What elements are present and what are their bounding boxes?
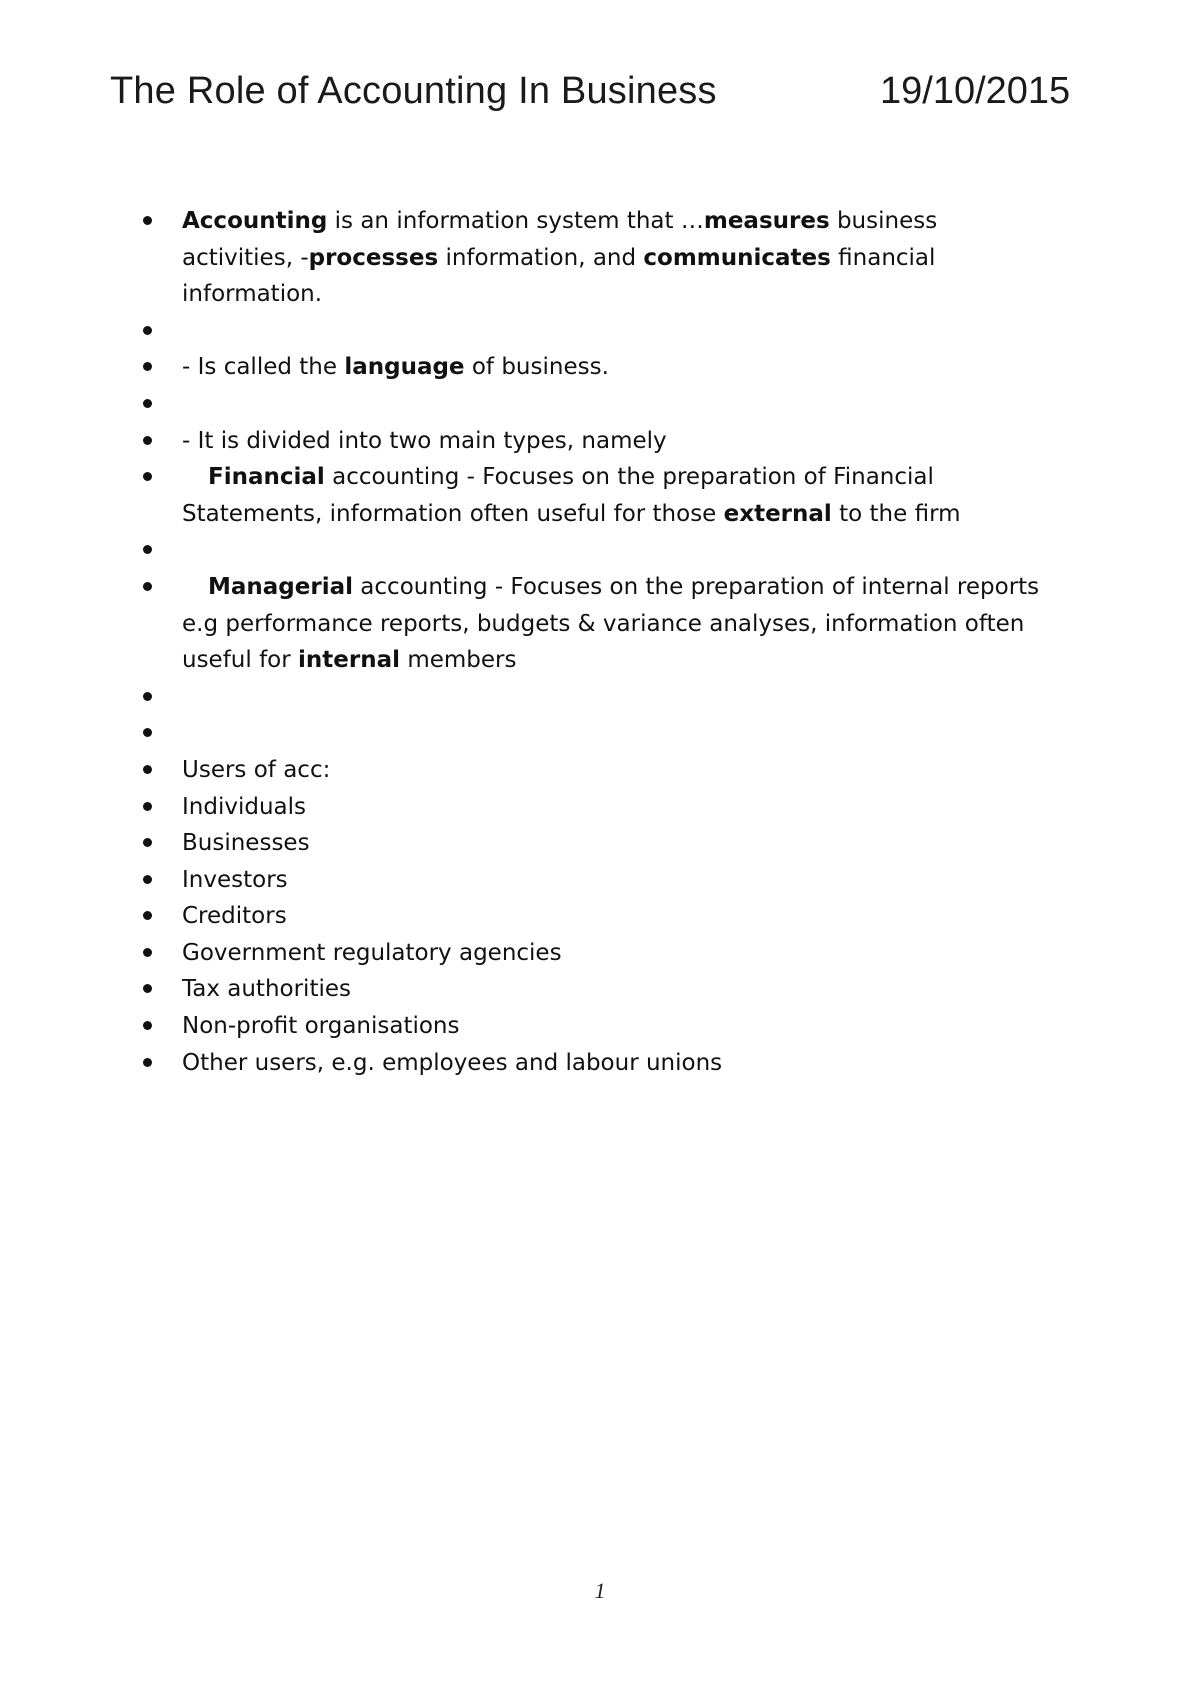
list-item-empty <box>0 386 1042 423</box>
user-item <box>0 935 1042 972</box>
bullet-icon <box>143 362 152 371</box>
user-item-text: Individuals <box>182 793 306 820</box>
list-item-text: Accounting is an information system that …measures business activities, -processes information, and communicates financial information. <box>182 208 938 308</box>
user-item-text: Tax authorities <box>182 976 351 1003</box>
user-item-text: Government regulatory agencies <box>182 939 562 966</box>
bullet-icon <box>143 911 152 920</box>
list-item-text: Financial accounting - Focuses on the preparation of Financial Statements, information often useful for those external to the firm <box>182 464 961 527</box>
bullet-icon <box>143 216 152 225</box>
bullet-icon <box>143 472 152 481</box>
list-item-text: Managerial accounting - Focuses on the preparation of internal reports e.g performance reports, budgets & variance analyses, information often useful for internal members <box>182 573 1040 674</box>
bullet-icon <box>143 728 152 737</box>
list-item-text: - It is divided into two main types, namely <box>182 427 667 454</box>
list-item-empty <box>0 715 1042 752</box>
page-number: 1 <box>594 1578 606 1603</box>
user-item-text: Investors <box>182 866 288 893</box>
bullet-icon <box>143 802 152 811</box>
user-item <box>0 898 1042 935</box>
bullet-icon <box>143 399 152 408</box>
list-item-text: Users of acc: <box>182 756 331 783</box>
list-item <box>0 459 1042 532</box>
bullet-icon <box>143 1058 152 1067</box>
bullet-icon <box>143 326 152 335</box>
page-title: The Role of Accounting In Business <box>110 70 717 112</box>
bullet-icon <box>143 875 152 884</box>
bullet-icon <box>143 838 152 847</box>
bullet-list <box>0 203 1200 1081</box>
bullet-icon <box>143 765 152 774</box>
user-item <box>0 825 1042 862</box>
list-item-empty <box>0 532 1042 569</box>
list-item-users-heading <box>0 752 1042 789</box>
list-item-empty <box>0 313 1042 350</box>
bullet-icon <box>143 545 152 554</box>
user-item-text: Businesses <box>182 830 310 857</box>
list-item-text: - Is called the language of business. <box>182 354 609 381</box>
list-item <box>0 423 1042 460</box>
bullet-icon <box>143 984 152 993</box>
user-item-text: Non-profit organisations <box>182 1013 460 1040</box>
bullet-icon <box>143 1021 152 1030</box>
user-item <box>0 862 1042 899</box>
user-item-text: Creditors <box>182 903 287 930</box>
bullet-icon <box>143 948 152 957</box>
user-item-text: Other users, e.g. employees and labour unions <box>182 1049 723 1076</box>
list-item <box>0 349 1042 386</box>
bullet-icon <box>143 436 152 445</box>
user-item <box>0 971 1042 1008</box>
user-item <box>0 1008 1042 1045</box>
list-item-empty <box>0 679 1042 716</box>
user-item <box>0 789 1042 826</box>
page-date: 19/10/2015 <box>880 70 1071 112</box>
user-item <box>0 1045 1042 1082</box>
list-item <box>0 203 1042 313</box>
bullet-icon <box>143 692 152 701</box>
list-item <box>0 569 1042 679</box>
bullet-icon <box>143 582 152 591</box>
